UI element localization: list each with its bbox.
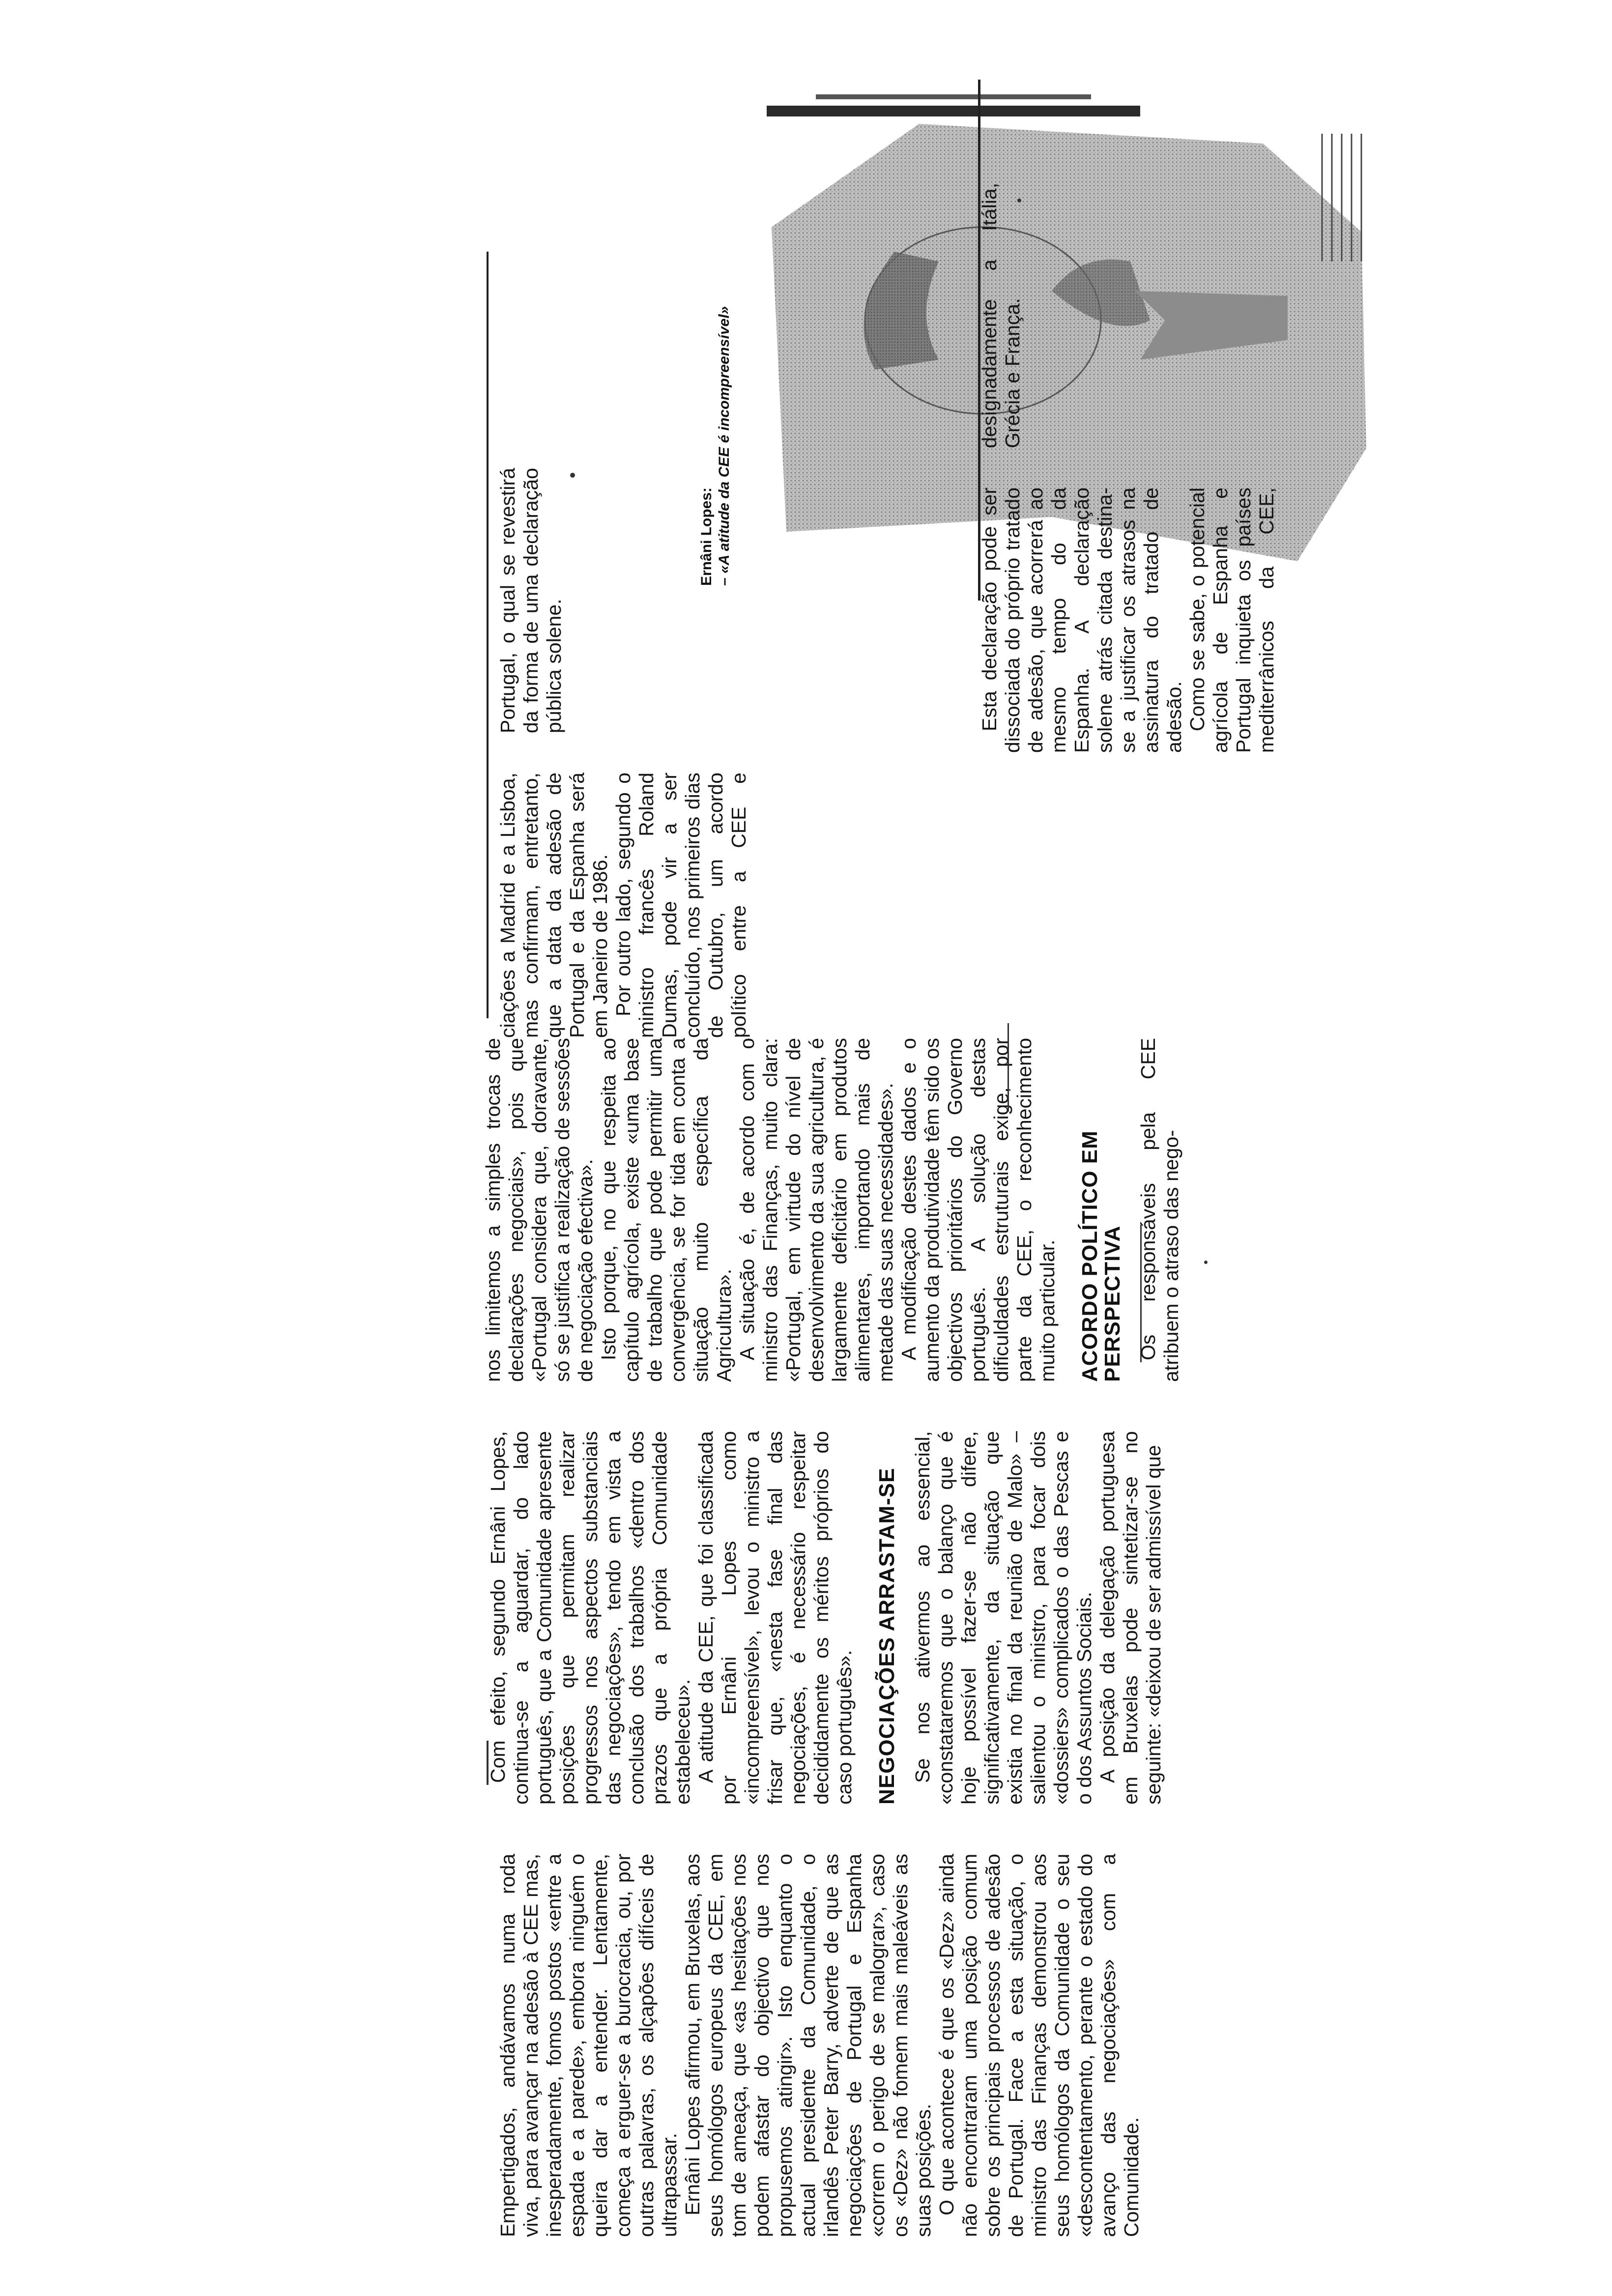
caption-name: Ernâni Lopes: <box>698 487 715 586</box>
paragraph: Se nos ativermos ao essencial, «constataremos que o balanço que é hoje possível fazer-se não difere, significativamente, da situação que existia no final da reunião de Malo» – salientou o ministro, para focar dois «dossiers» complicados o das Pescas e o dos Assuntos Sociais. <box>911 1431 1095 1805</box>
paragraph: Por outro lado, segundo o ministro francês Roland Dumas, pode vir a ser concluído, nos primeiros dias de Outubro, um acordo político entre a CEE e Portugal, o qual se revestirá da forma de uma declaração pública solene. <box>496 468 750 1038</box>
horizontal-rule <box>487 252 489 1018</box>
paragraph: A situação é, de acordo com o ministro das Finanças, muito clara: «Portugal, em virtude do nível de desenvolvimento da sua agricultura, é largamente deficitário em produtos alimentares, importando mais de metade das suas necessidades». <box>736 1038 897 1382</box>
article-column-5 <box>978 183 1322 753</box>
article-column-1 <box>496 1854 1143 2237</box>
paragraph: nos limitemos a simples trocas de declarações negociais», pois que «Portugal considera que, doravante, só se justifica a realização de sessões de negociação efectiva». <box>482 1038 597 1382</box>
paragraph: Empertigados, andávamos numa roda viva, para avançar na adesão à CEE mas, inesperadamente, fomos postos «entre a espada e a parede», embora ninguém o queira dar a entender. Lentamente, começa a erguer-se a burocracia, ou, por outras palavras, os alçapões difíceis de ultrapassar. <box>496 1854 681 2237</box>
article-column-2 <box>487 1431 1165 1805</box>
paragraph: Isto porque, no que respeita ao capítulo agrícola, existe «uma base de trabalho que pode permitir uma convergência, se for tida em conta a situação muito específica da Agricultura». <box>597 1038 735 1382</box>
scan-speck <box>570 473 575 478</box>
paragraph: ciações a Madrid e a Lisboa, mas confirmam, entretanto, que a data da adesão de Portugal e da Espanha será em Janeiro de 1986. <box>496 773 611 1038</box>
paragraph: Ernâni Lopes afirmou, em Bruxelas, aos seus homólogos europeus da CEE, em tom de ameaça, que «as hesitações nos podem afastar do objectivo que nos propusemos atingir». Isto enquanto o actual presidente da Comunidade, o irlandês Peter Barry, adverte de que as negociações de Portugal e Espanha «correm o perigo de se malograr», caso os «Dez» não fomem mais maleáveis as suas posições. <box>681 1854 935 2237</box>
paragraph: Os responsáveis pela CEE atribuem o atraso das nego- <box>1137 1038 1182 1382</box>
photo-caption <box>698 242 733 586</box>
paragraph: A posição da delegação portuguesa em Bruxelas pode sintetizar-se no seguinte: «deixou de ser admissível que <box>1096 1431 1165 1805</box>
paragraph: O que acontece é que os «Dez» ainda não encontraram uma posição comum sobre os principais processos de adesão de Portugal. Face a esta situação, o ministro das Finanças demonstrou aos seus homólogos da Comunidade o seu «descontentamento, perante o estado do avanço das negociações» com a Comunidade. <box>935 1854 1143 2237</box>
section-subheading: NEGOCIAÇÕES ARRASTAM-SE <box>875 1467 899 1805</box>
horizontal-rule <box>978 80 980 601</box>
paragraph: Com efeito, segundo Ernâni Lopes, continua-se a aguardar, do lado português, que a Comunidade apresente posições que permitam realizar progressos nos aspectos substanciais das negociações», tendo em vista a conclusão dos trabalhos «dentro dos prazos que a própria Comunidade estabeleceu». <box>487 1431 694 1805</box>
caption-quote: – «A atitude da CEE é incompreensível» <box>716 306 732 586</box>
paragraph: Como se sabe, o potencial agrícola de Espanha e Portugal inquieta os países mediterrânicos da CEE, designadamente a Itália, Grécia e França. <box>978 183 1278 753</box>
column-rule <box>1008 1023 1009 1112</box>
section-subheading: ACORDO POLÍTICO EM PERSPECTIVA <box>1078 1130 1124 1382</box>
article-column-3 <box>482 1038 1182 1382</box>
scan-speck <box>1017 199 1021 202</box>
paragraph: Esta declaração pode ser dissociada do próprio tratado de adesão, que acorrerá ao mesmo tempo do da Espanha. A declaração solene atrás citada destina-se a justificar os atrasos na assinatura do tratado de adesão. <box>978 488 1185 753</box>
paragraph: A atitude da CEE, que foi classificada por Ernâni Lopes como «incompreensível», levou o ministro a frisar que, «nesta fase final das negociações, é necessário respeitar decididamente os méritos próprios do caso português». <box>694 1431 856 1805</box>
scan-speck <box>1204 1261 1208 1264</box>
paragraph: A modificação destes dados e o aumento da produtividade têm sido os objectivos prioritários do Governo português. A solução destas dificuldades estruturais exige, por parte da CEE, o reconhecimento muito particular. <box>897 1038 1059 1382</box>
